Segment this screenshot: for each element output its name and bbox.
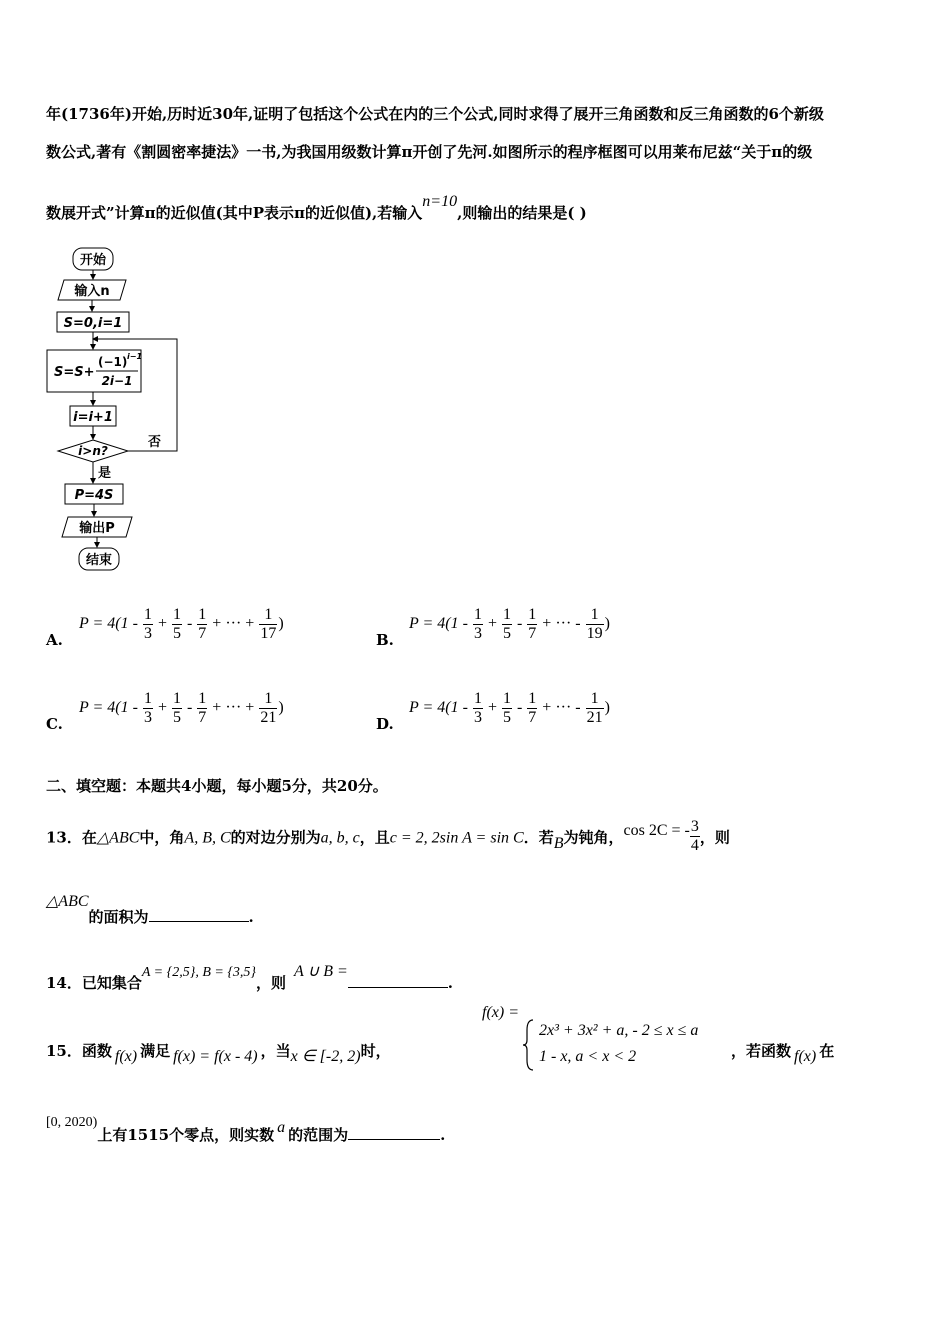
- q15-answer-blank[interactable]: [348, 1139, 440, 1140]
- input-n-value: n=10: [422, 193, 458, 210]
- question-15-line-1-tail: [731, 1040, 835, 1065]
- q15-t4: ，若函数: [731, 1042, 792, 1060]
- flow-yes-label: 是: [98, 466, 112, 481]
- flow-update-den: 2i−1: [101, 374, 133, 388]
- q15-t3: 时，: [360, 1042, 391, 1060]
- q15-brace: [523, 1018, 535, 1072]
- paragraph-line-2: 数公式,著有《割圆密率捷法》一书,为我国用级数计算π开创了先河.如图所示的程序框图可以用莱布尼兹“关于π的级: [46, 143, 813, 161]
- q15-piece-1: 2x³ + 3x² + a, - 2 ≤ x ≤ a: [539, 1022, 699, 1039]
- option-a-op1: +: [157, 615, 167, 633]
- paragraph-line-3-pre: 数展开式”计算π的近似值(其中P表示π的近似值),若输入: [46, 204, 423, 222]
- option-b-op1: +: [487, 615, 497, 633]
- flowchart: [40, 240, 200, 580]
- q15-end: .: [440, 1126, 446, 1144]
- option-d-last-den: 21: [586, 709, 603, 726]
- option-c-formula: P = 4(1 - $\frac{1}{3}$ + $\frac{1}{5}$ - $\frac{1}{7}$ + ··· + $\frac{1}{21}$ ): [79, 690, 284, 726]
- option-a-label[interactable]: A.: [46, 631, 63, 649]
- q14-sets: A = {2,5}, B = {3,5}: [141, 965, 257, 980]
- option-a-op2: -: [186, 615, 193, 633]
- option-d-op1: +: [487, 699, 497, 717]
- flow-output-text: 输出P: [79, 521, 115, 536]
- q15-t6: 上有1515个零点，则实数: [97, 1126, 275, 1144]
- q13-t4: ．若: [523, 828, 554, 847]
- q15-piecewise: [482, 1004, 699, 1072]
- option-c-op2: -: [186, 699, 193, 717]
- option-c-label[interactable]: C.: [46, 715, 63, 733]
- q13-t7: 的面积为: [88, 908, 149, 926]
- option-c-last-den: 21: [260, 709, 277, 726]
- q15-piece-2: 1 - x, a < x < 2: [539, 1048, 637, 1065]
- q15-piece-lhs: f(x) =: [482, 1004, 519, 1021]
- option-d-label[interactable]: D.: [376, 715, 394, 733]
- option-d-op2: -: [516, 699, 523, 717]
- option-c-op1: +: [157, 699, 167, 717]
- q14-t1: ，则: [256, 974, 287, 992]
- flow-start-text: 开始: [79, 253, 107, 268]
- flow-input-text: 输入n: [74, 284, 110, 299]
- option-a-last-den: 17: [260, 625, 277, 642]
- option-a-prefix: P = 4(1 -: [79, 615, 138, 633]
- option-c-prefix: P = 4(1 -: [79, 699, 138, 717]
- question-15-line-1: [46, 1040, 391, 1065]
- option-a-op3: + ··· +: [212, 615, 255, 633]
- question-13-line-2: [46, 893, 254, 926]
- flow-update-lhs: S=S+: [54, 365, 95, 380]
- q13-triangle: △ABC: [96, 829, 140, 847]
- q13-condition: c = 2, 2sin A = sin C: [389, 829, 524, 847]
- q15-a: a: [277, 1119, 286, 1136]
- option-b-prefix: P = 4(1 -: [409, 615, 468, 633]
- q14-num: 14．已知集合: [46, 974, 142, 992]
- q15-t5: 在: [819, 1042, 835, 1060]
- flow-assign-text: P=4S: [74, 488, 114, 503]
- flow-init-text: S=0,i=1: [63, 316, 123, 331]
- q13-t2: 的对边分别为: [230, 828, 321, 847]
- q13-triangle-2: △ABC: [46, 893, 89, 910]
- q13-num: 13．在: [46, 828, 97, 847]
- q13-cos-den: 4: [690, 837, 699, 854]
- option-b-last-den: 19: [586, 625, 603, 642]
- option-d-op3: + ··· -: [542, 699, 581, 717]
- q15-eq: f(x) = f(x - 4): [173, 1048, 258, 1065]
- flow-condition-text: i>n?: [78, 444, 108, 458]
- q13-angles: A, B, C: [184, 829, 231, 847]
- option-d-formula: P = 4(1 - $\frac{1}{3}$ + $\frac{1}{5}$ - $\frac{1}{7}$ + ··· - $\frac{1}{21}$ ): [409, 690, 610, 726]
- q13-sides: a, b, c: [320, 829, 360, 847]
- flow-update-exp: i−1: [127, 352, 143, 361]
- q15-num: 15．函数: [46, 1042, 112, 1060]
- paragraph-line-3: [46, 193, 587, 223]
- flow-end-text: 结束: [85, 553, 113, 568]
- q13-angle-b: B: [553, 834, 564, 852]
- q13-end: .: [248, 908, 254, 926]
- q15-t7: 的范围为: [288, 1126, 349, 1144]
- option-b-label[interactable]: B.: [376, 631, 394, 649]
- option-c-op3: + ··· +: [212, 699, 255, 717]
- question-15-line-2: [46, 1115, 446, 1144]
- option-a-formula: P = 4(1 - $\frac{1}{3}$ + $\frac{1}{5}$ - $\frac{1}{7}$ + ··· + $\frac{1}{17}$ ): [79, 606, 284, 642]
- q15-fx: f(x): [114, 1048, 138, 1065]
- flow-update-num: (−1): [98, 355, 128, 369]
- option-b-op3: + ··· -: [542, 615, 581, 633]
- paragraph-line-3-post: ,则输出的结果是( ): [457, 204, 587, 222]
- q15-domain: x ∈ [-2, 2): [290, 1048, 361, 1065]
- q13-t6: ，则: [699, 828, 730, 847]
- q15-fx-2: f(x): [794, 1048, 817, 1065]
- question-13-line-1: [46, 820, 730, 857]
- option-b-formula: P = 4(1 - $\frac{1}{3}$ + $\frac{1}{5}$ - $\frac{1}{7}$ + ··· - $\frac{1}{19}$ ): [409, 606, 610, 642]
- option-b-op2: -: [516, 615, 523, 633]
- q14-answer-blank[interactable]: [348, 987, 448, 988]
- q13-t5: 为钝角，: [563, 828, 624, 847]
- option-d-prefix: P = 4(1 -: [409, 699, 468, 717]
- q14-union: A ∪ B =: [294, 963, 348, 980]
- q13-answer-blank[interactable]: [149, 921, 249, 922]
- q14-end: .: [447, 974, 454, 992]
- q13-cos-num: 3: [690, 818, 699, 835]
- question-14: [46, 960, 454, 992]
- q15-interval: [0, 2020): [46, 1115, 98, 1130]
- q13-t1: 中，角: [139, 828, 185, 847]
- paragraph-line-1: 年(1736年)开始,历时近30年,证明了包括这个公式在内的三个公式,同时求得了展开三角函数和反三角函数的6个新级: [46, 105, 824, 123]
- flow-increment-text: i=i+1: [73, 410, 113, 425]
- flow-no-label: 否: [148, 435, 162, 450]
- q15-t1: 满足: [140, 1042, 171, 1060]
- q15-t2: ，当: [260, 1042, 291, 1060]
- q13-cos: cos 2C = -: [623, 821, 690, 839]
- q13-t3: ，且: [359, 828, 390, 847]
- section-heading: 二、填空题：本题共4小题，每小题5分，共20分。: [46, 777, 388, 795]
